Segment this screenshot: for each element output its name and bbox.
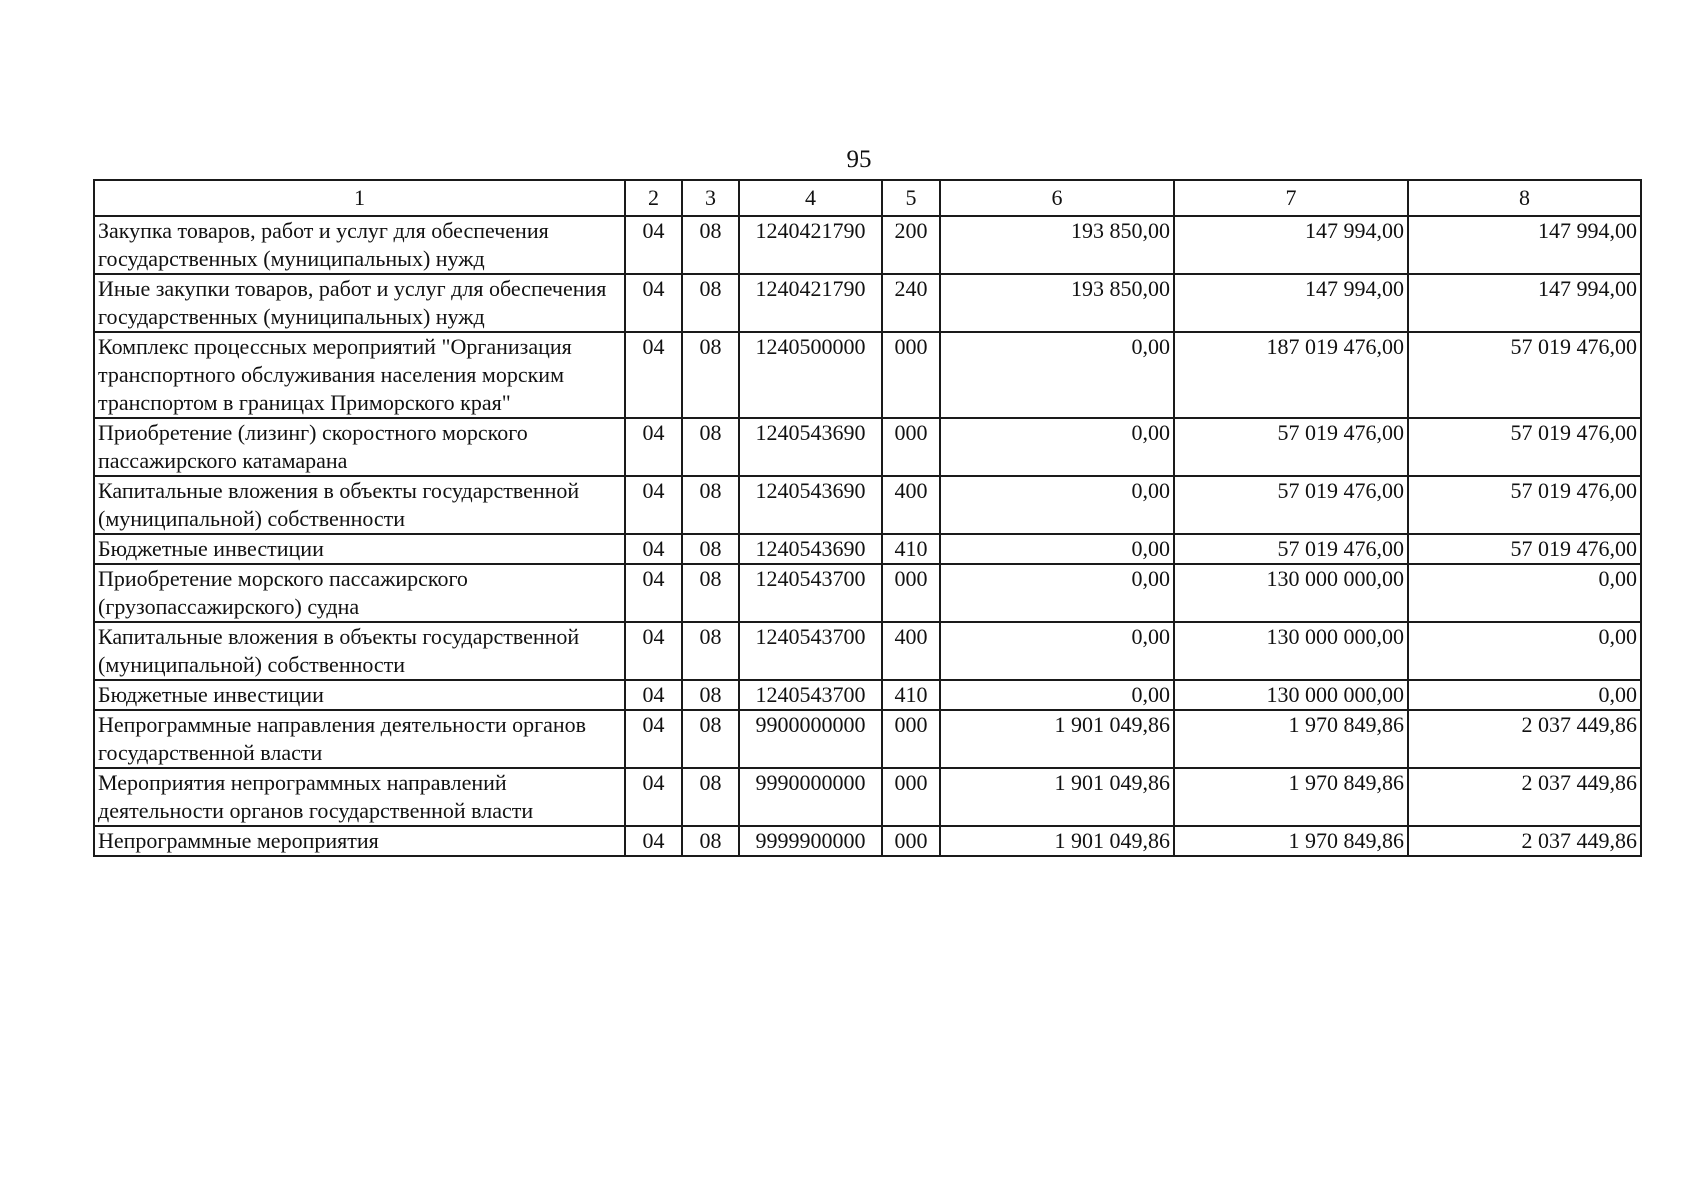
amount-col8-cell: 147 994,00 <box>1408 274 1641 332</box>
row-name-cell: Закупка товаров, работ и услуг для обеспечения государственных (муниципальных) нужд <box>94 216 625 274</box>
row-name-cell: Приобретение (лизинг) скоростного морского пассажирского катамарана <box>94 418 625 476</box>
section-code-cell: 04 <box>625 622 682 680</box>
section-code-cell: 04 <box>625 710 682 768</box>
column-header: 7 <box>1174 180 1408 216</box>
amount-col7-cell: 57 019 476,00 <box>1174 476 1408 534</box>
row-name-cell: Бюджетные инвестиции <box>94 534 625 564</box>
table-row <box>94 418 1641 476</box>
column-header: 8 <box>1408 180 1641 216</box>
column-header: 2 <box>625 180 682 216</box>
expense-type-cell: 410 <box>882 534 940 564</box>
amount-col6-cell: 193 850,00 <box>940 274 1174 332</box>
amount-col8-cell: 0,00 <box>1408 622 1641 680</box>
amount-col8-cell: 0,00 <box>1408 564 1641 622</box>
table-row <box>94 274 1641 332</box>
target-article-cell: 1240543690 <box>739 534 882 564</box>
amount-col7-cell: 130 000 000,00 <box>1174 622 1408 680</box>
column-header: 1 <box>94 180 625 216</box>
section-code-cell: 04 <box>625 216 682 274</box>
target-article-cell: 9999900000 <box>739 826 882 856</box>
amount-col7-cell: 130 000 000,00 <box>1174 680 1408 710</box>
target-article-cell: 1240543690 <box>739 418 882 476</box>
amount-col6-cell: 0,00 <box>940 332 1174 418</box>
amount-col6-cell: 0,00 <box>940 564 1174 622</box>
budget-table <box>93 179 1642 857</box>
subsection-code-cell: 08 <box>682 274 739 332</box>
amount-col6-cell: 0,00 <box>940 680 1174 710</box>
target-article-cell: 1240500000 <box>739 332 882 418</box>
section-code-cell: 04 <box>625 274 682 332</box>
table-row <box>94 622 1641 680</box>
amount-col7-cell: 1 970 849,86 <box>1174 710 1408 768</box>
column-header: 5 <box>882 180 940 216</box>
subsection-code-cell: 08 <box>682 622 739 680</box>
expense-type-cell: 000 <box>882 826 940 856</box>
row-name-cell: Непрограммные направления деятельности органов государственной власти <box>94 710 625 768</box>
target-article-cell: 1240421790 <box>739 274 882 332</box>
row-name-cell: Приобретение морского пассажирского (грузопассажирского) судна <box>94 564 625 622</box>
subsection-code-cell: 08 <box>682 216 739 274</box>
expense-type-cell: 400 <box>882 476 940 534</box>
table-row <box>94 216 1641 274</box>
amount-col7-cell: 187 019 476,00 <box>1174 332 1408 418</box>
subsection-code-cell: 08 <box>682 418 739 476</box>
table-row <box>94 534 1641 564</box>
amount-col6-cell: 0,00 <box>940 622 1174 680</box>
target-article-cell: 9900000000 <box>739 710 882 768</box>
row-name-cell: Мероприятия непрограммных направлений деятельности органов государственной власти <box>94 768 625 826</box>
amount-col7-cell: 1 970 849,86 <box>1174 826 1408 856</box>
amount-col8-cell: 147 994,00 <box>1408 216 1641 274</box>
column-header: 3 <box>682 180 739 216</box>
amount-col8-cell: 2 037 449,86 <box>1408 710 1641 768</box>
amount-col6-cell: 1 901 049,86 <box>940 710 1174 768</box>
expense-type-cell: 410 <box>882 680 940 710</box>
row-name-cell: Бюджетные инвестиции <box>94 680 625 710</box>
expense-type-cell: 000 <box>882 564 940 622</box>
expense-type-cell: 000 <box>882 768 940 826</box>
subsection-code-cell: 08 <box>682 564 739 622</box>
column-header: 6 <box>940 180 1174 216</box>
amount-col8-cell: 57 019 476,00 <box>1408 534 1641 564</box>
amount-col7-cell: 57 019 476,00 <box>1174 534 1408 564</box>
section-code-cell: 04 <box>625 476 682 534</box>
amount-col8-cell: 2 037 449,86 <box>1408 768 1641 826</box>
amount-col7-cell: 147 994,00 <box>1174 216 1408 274</box>
expense-type-cell: 400 <box>882 622 940 680</box>
row-name-cell: Капитальные вложения в объекты государственной (муниципальной) собственности <box>94 622 625 680</box>
expense-type-cell: 000 <box>882 332 940 418</box>
amount-col8-cell: 57 019 476,00 <box>1408 418 1641 476</box>
target-article-cell: 1240543700 <box>739 680 882 710</box>
subsection-code-cell: 08 <box>682 332 739 418</box>
table-row <box>94 710 1641 768</box>
section-code-cell: 04 <box>625 768 682 826</box>
amount-col6-cell: 193 850,00 <box>940 216 1174 274</box>
amount-col8-cell: 2 037 449,86 <box>1408 826 1641 856</box>
row-name-cell: Иные закупки товаров, работ и услуг для обеспечения государственных (муниципальных) нужд <box>94 274 625 332</box>
target-article-cell: 1240543700 <box>739 622 882 680</box>
subsection-code-cell: 08 <box>682 680 739 710</box>
amount-col8-cell: 57 019 476,00 <box>1408 476 1641 534</box>
subsection-code-cell: 08 <box>682 826 739 856</box>
amount-col6-cell: 1 901 049,86 <box>940 826 1174 856</box>
amount-col8-cell: 57 019 476,00 <box>1408 332 1641 418</box>
amount-col7-cell: 147 994,00 <box>1174 274 1408 332</box>
row-name-cell: Капитальные вложения в объекты государственной (муниципальной) собственности <box>94 476 625 534</box>
amount-col7-cell: 1 970 849,86 <box>1174 768 1408 826</box>
amount-col6-cell: 0,00 <box>940 418 1174 476</box>
section-code-cell: 04 <box>625 826 682 856</box>
amount-col7-cell: 57 019 476,00 <box>1174 418 1408 476</box>
section-code-cell: 04 <box>625 418 682 476</box>
row-name-cell: Комплекс процессных мероприятий "Организация транспортного обслуживания населения морским транспортом в границах Приморского края" <box>94 332 625 418</box>
expense-type-cell: 000 <box>882 418 940 476</box>
table-row <box>94 768 1641 826</box>
amount-col8-cell: 0,00 <box>1408 680 1641 710</box>
target-article-cell: 9990000000 <box>739 768 882 826</box>
table-row <box>94 476 1641 534</box>
amount-col6-cell: 1 901 049,86 <box>940 768 1174 826</box>
expense-type-cell: 200 <box>882 216 940 274</box>
section-code-cell: 04 <box>625 564 682 622</box>
section-code-cell: 04 <box>625 534 682 564</box>
subsection-code-cell: 08 <box>682 534 739 564</box>
subsection-code-cell: 08 <box>682 476 739 534</box>
subsection-code-cell: 08 <box>682 710 739 768</box>
target-article-cell: 1240543700 <box>739 564 882 622</box>
header-row <box>94 180 1641 216</box>
amount-col7-cell: 130 000 000,00 <box>1174 564 1408 622</box>
subsection-code-cell: 08 <box>682 768 739 826</box>
expense-type-cell: 000 <box>882 710 940 768</box>
table-row <box>94 826 1641 856</box>
section-code-cell: 04 <box>625 680 682 710</box>
target-article-cell: 1240543690 <box>739 476 882 534</box>
page-number: 95 <box>846 146 872 173</box>
table-row <box>94 564 1641 622</box>
amount-col6-cell: 0,00 <box>940 534 1174 564</box>
amount-col6-cell: 0,00 <box>940 476 1174 534</box>
row-name-cell: Непрограммные мероприятия <box>94 826 625 856</box>
target-article-cell: 1240421790 <box>739 216 882 274</box>
table-row <box>94 332 1641 418</box>
table-row <box>94 680 1641 710</box>
expense-type-cell: 240 <box>882 274 940 332</box>
column-header: 4 <box>739 180 882 216</box>
section-code-cell: 04 <box>625 332 682 418</box>
